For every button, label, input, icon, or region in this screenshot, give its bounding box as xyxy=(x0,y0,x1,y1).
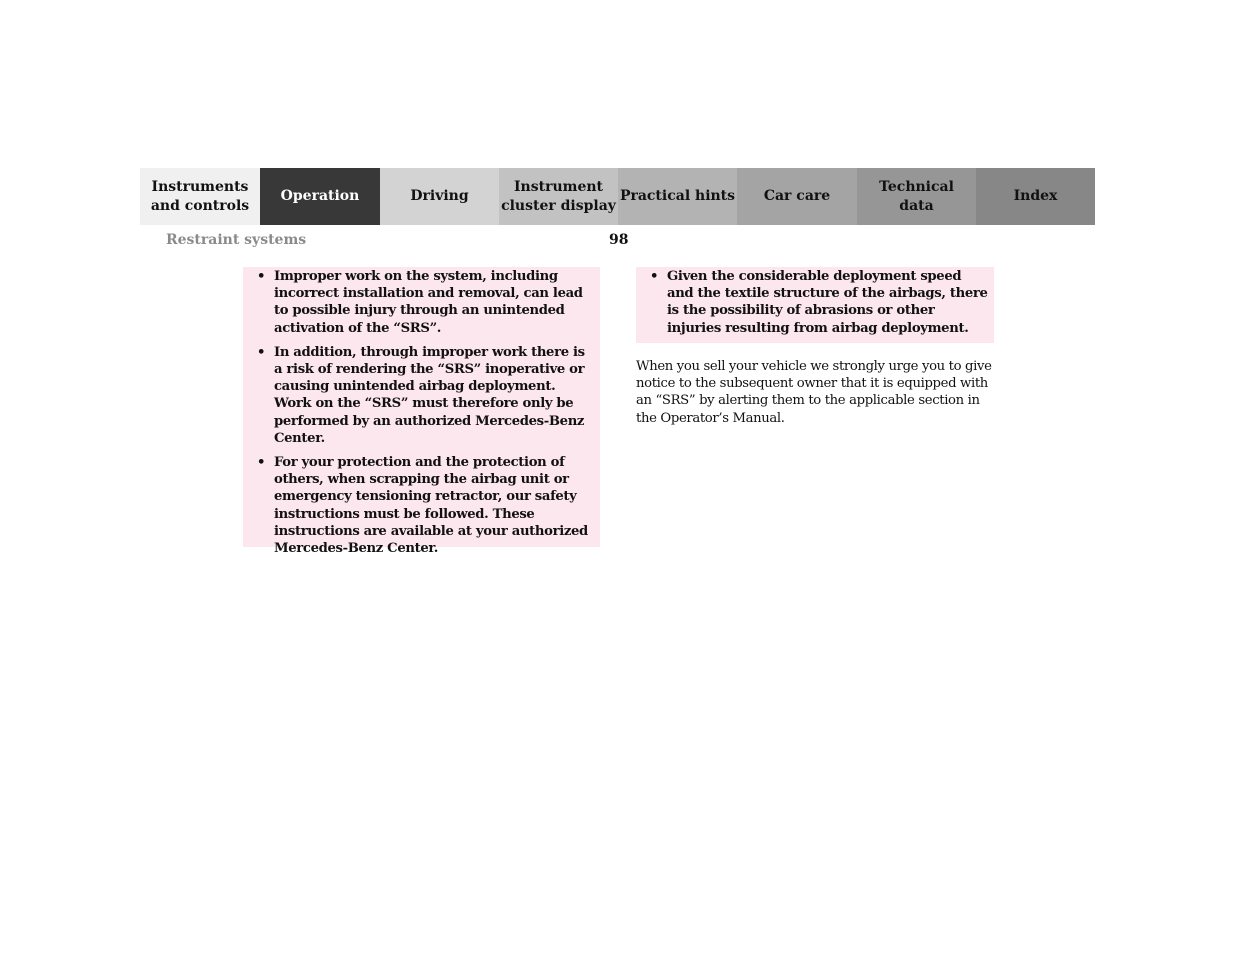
tab-driving[interactable]: Driving xyxy=(380,168,499,225)
tab-operation[interactable]: Operation xyxy=(260,168,380,225)
tab-practical-hints[interactable]: Practical hints xyxy=(618,168,737,225)
warning-list-right xyxy=(650,268,988,337)
chapter-navigation xyxy=(140,168,1095,225)
warning-list-left xyxy=(257,268,594,557)
section-title: Restraint systems xyxy=(166,232,307,248)
warning-item: • Given the considerable deployment speed and the textile structure of the airbags, there is the possibility of abrasions or other injuries resulting from airbag deployment. xyxy=(650,268,988,337)
warning-item: • For your protection and the protection of others, when scrapping the airbag unit or emergency tensioning retractor, our safety instructions must be followed. These instructions are available at your authorized Mercedes-Benz Center. xyxy=(257,454,594,557)
warning-box-left xyxy=(243,267,600,557)
tab-technical-data[interactable]: Technical data xyxy=(857,168,976,225)
body-paragraph: When you sell your vehicle we strongly urge you to give notice to the subsequent owner that it is equipped with an “SRS” by alerting them to the applicable section in the Operator’s Manual. xyxy=(636,359,992,426)
page-number: 98 xyxy=(609,232,629,248)
tab-instrument-cluster-display[interactable]: Instrument cluster display xyxy=(499,168,618,225)
warning-box-right xyxy=(636,267,994,343)
tab-index[interactable]: Index xyxy=(976,168,1095,225)
tab-car-care[interactable]: Car care xyxy=(737,168,857,225)
tab-instruments-and-controls[interactable]: Instruments and controls xyxy=(140,168,260,225)
warning-item: • Improper work on the system, including incorrect installation and removal, can lead to possible injury through an unintended activation of the “SRS”. xyxy=(257,268,594,337)
warning-item: • In addition, through improper work there is a risk of rendering the “SRS” inoperative or causing unintended airbag deployment. Work on the “SRS” must therefore only be performed by an authorized Mercedes-Benz Center. xyxy=(257,344,594,447)
